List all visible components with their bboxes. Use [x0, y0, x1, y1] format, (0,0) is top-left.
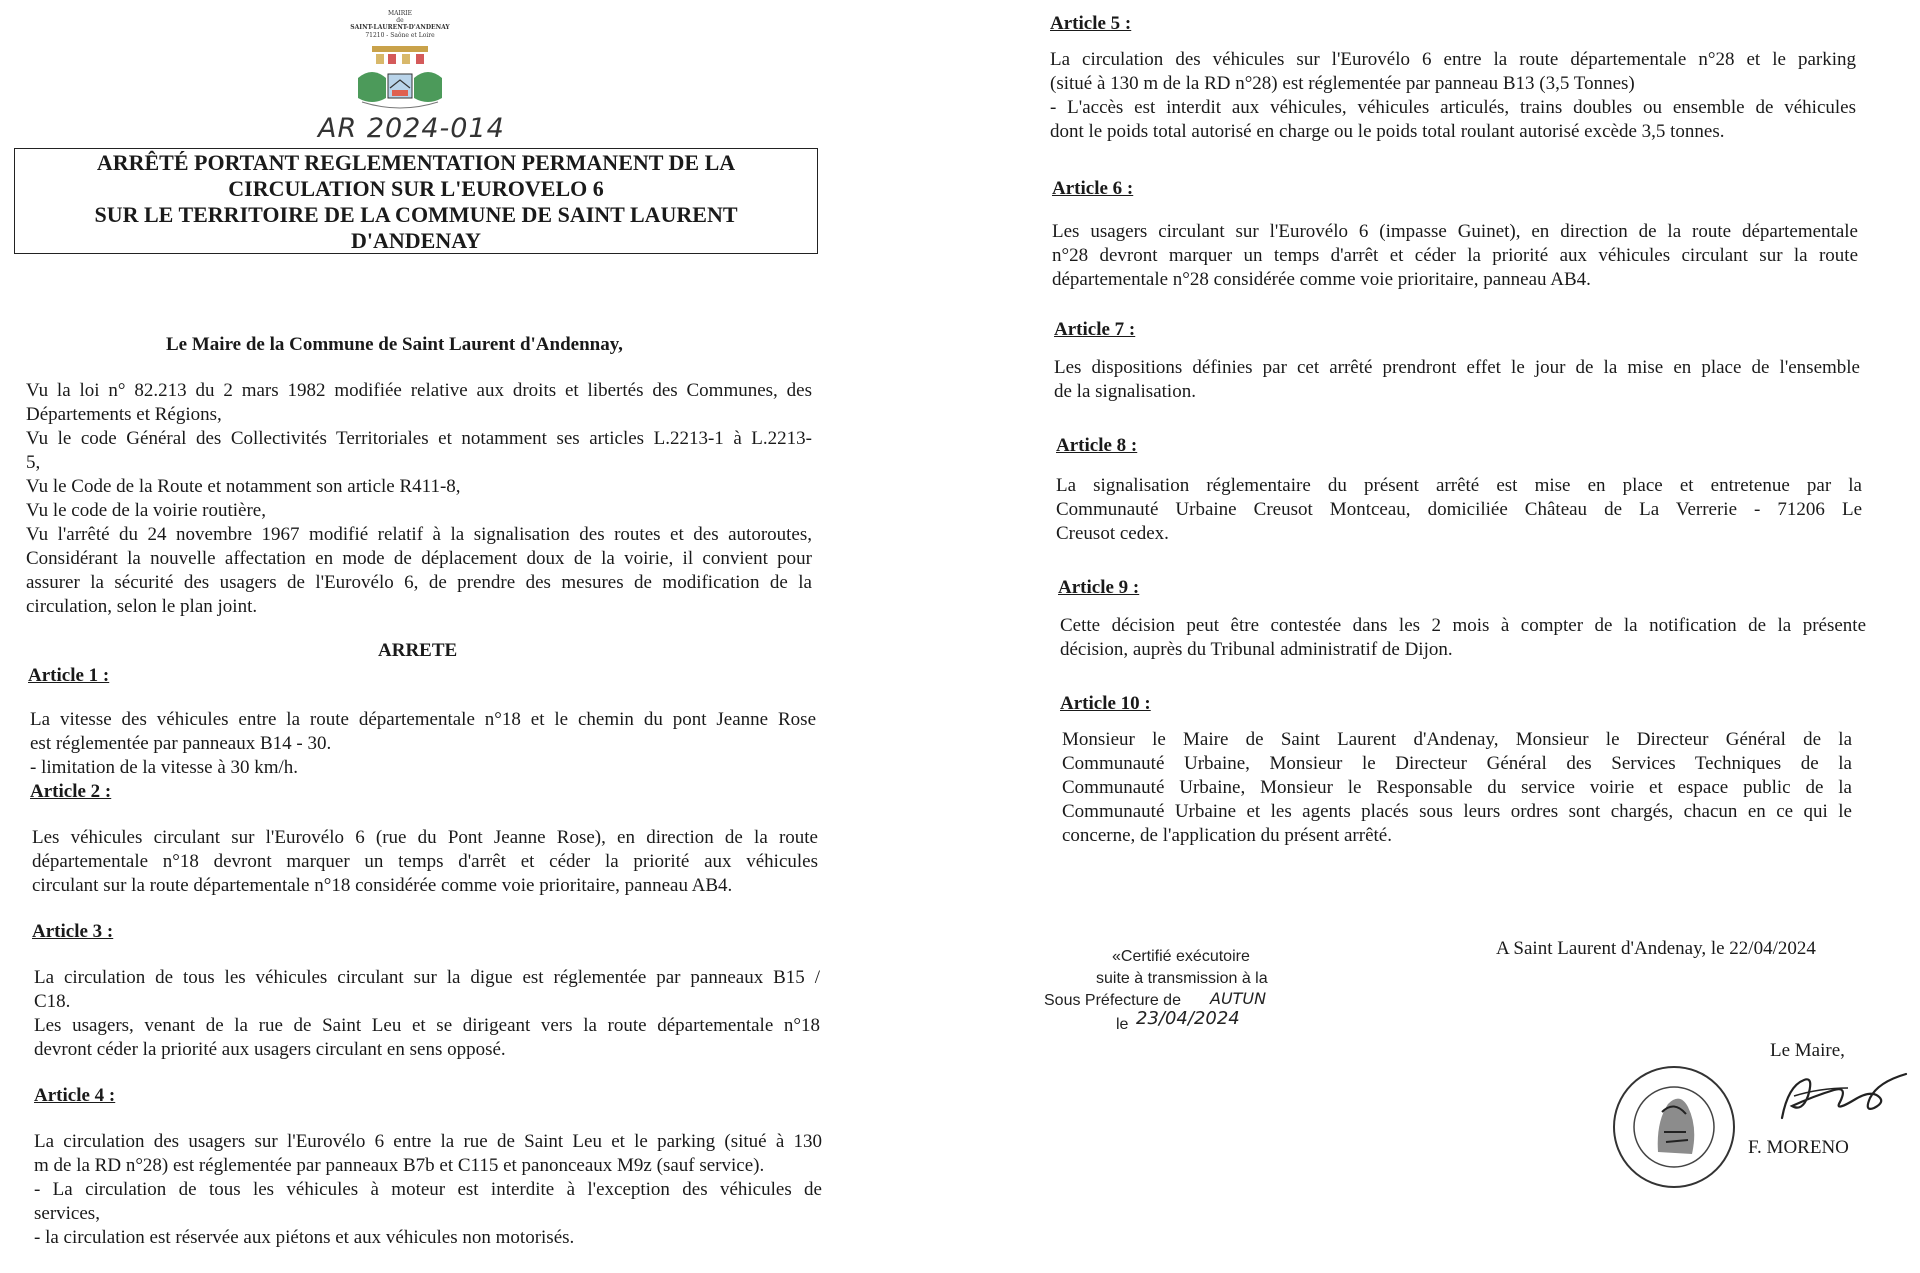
arrete-heading: ARRETE: [378, 640, 458, 661]
article-3-title: Article 3 :: [32, 921, 114, 942]
article-1-line-1: La vitesse des véhicules entre la route départementale n°18 et le chemin du pont Jeanne Rose: [30, 709, 816, 730]
mairie-label-de: de: [396, 17, 404, 24]
article-3-line-4: devront céder la priorité aux usagers circulant en sens opposé.: [34, 1039, 506, 1060]
cert-subprefecture-handwritten: AUTUN: [1210, 989, 1267, 1008]
cert-line-2: suite à transmission à la: [1096, 970, 1268, 987]
vu-cgct-line-1: Vu le code Général des Collectivités Territoriales et notamment ses articles L.2213-1 à L.2213-: [26, 428, 812, 449]
article-8-title: Article 8 :: [1056, 435, 1138, 456]
vu-arrete-1967: Vu l'arrêté du 24 novembre 1967 modifié relatif à la signalisation des routes et des autoroutes,: [26, 524, 812, 545]
article-4-title: Article 4 :: [34, 1085, 116, 1106]
mairie-address: 71210 - Saône et Loire: [365, 32, 435, 39]
article-2-line-1: Les véhicules circulant sur l'Eurovélo 6 (rue du Pont Jeanne Rose), en direction de la route: [32, 827, 818, 848]
title-line-2: CIRCULATION SUR L'EUROVELO 6: [228, 176, 604, 201]
place-and-date: A Saint Laurent d'Andenay, le 22/04/2024: [1496, 938, 1816, 959]
cert-line-4: le: [1116, 1016, 1129, 1033]
mayor-name: F. MORENO: [1748, 1137, 1849, 1158]
article-4-line-3: - La circulation de tous les véhicules à moteur est interdite à l'exception des véhicules de: [34, 1179, 822, 1200]
article-9-line-2: décision, auprès du Tribunal administratif de Dijon.: [1060, 639, 1453, 660]
title-box: [14, 148, 818, 254]
article-8-line-1: La signalisation réglementaire du présent arrêté est mise en place et entretenue par la: [1056, 475, 1862, 496]
article-2-line-2: départementale n°18 devront marquer un temps d'arrêt et céder la priorité aux véhicules: [32, 851, 818, 872]
cert-line-3: Sous Préfecture de: [1044, 992, 1181, 1009]
article-5-line-4: dont le poids total autorisé en charge ou le poids total roulant autorisé excède 3,5 tonnes.: [1050, 121, 1725, 142]
article-2-title: Article 2 :: [30, 781, 112, 802]
article-10-line-1: Monsieur le Maire de Saint Laurent d'Andenay, Monsieur le Directeur Général de la: [1062, 729, 1852, 750]
title-line-4: D'ANDENAY: [351, 228, 481, 253]
mairie-seal-icon: [1608, 1062, 1740, 1192]
ar-number: AR 2024-014: [318, 113, 505, 144]
article-5-line-1: La circulation des véhicules sur l'Eurovélo 6 entre la route départementale n°28 et le parking: [1050, 49, 1856, 70]
article-10-line-3: Communauté Urbaine, Monsieur le Responsable du service voirie et espace public de la: [1062, 777, 1852, 798]
article-10-line-2: Communauté Urbaine, Monsieur le Directeur Général des Services Techniques de la: [1062, 753, 1852, 774]
article-7-line-2: de la signalisation.: [1054, 381, 1196, 402]
commune-coat-of-arms-icon: [352, 44, 448, 110]
title-line-1: ARRÊTÉ PORTANT REGLEMENTATION PERMANENT DE LA: [96, 150, 736, 175]
considerant-line-3: circulation, selon le plan joint.: [26, 596, 258, 617]
cert-date-handwritten: 23/04/2024: [1136, 1008, 1240, 1029]
considerant-line-1: Considérant la nouvelle affectation en mode de déplacement doux de la voirie, il convient pour: [26, 548, 812, 569]
vu-code-route: Vu le Code de la Route et notamment son article R411-8,: [26, 476, 461, 497]
article-1-title: Article 1 :: [28, 665, 110, 686]
article-4-line-5: - la circulation est réservée aux piétons et aux véhicules non motorisés.: [34, 1227, 575, 1248]
article-7-line-1: Les dispositions définies par cet arrêté prendront effet le jour de la mise en place de l'ensemble: [1054, 357, 1860, 378]
article-8-line-2: Communauté Urbaine Creusot Montceau, domiciliée Château de La Verrerie - 71206 Le: [1056, 499, 1862, 520]
article-1-line-3: - limitation de la vitesse à 30 km/h.: [30, 757, 299, 778]
article-3-line-2: C18.: [34, 991, 71, 1012]
le-maire-label: Le Maire,: [1770, 1040, 1845, 1061]
article-5-title: Article 5 :: [1050, 13, 1132, 34]
maire-heading: Le Maire de la Commune de Saint Laurent d'Andennay,: [166, 334, 623, 355]
article-10-line-5: concerne, de l'application du présent arrêté.: [1062, 825, 1392, 846]
article-10-line-4: Communauté Urbaine et les agents placés sous leurs ordres sont chargés, chacun en ce qui le: [1062, 801, 1852, 822]
cert-line-1: «Certifié exécutoire: [1112, 948, 1250, 965]
vu-loi-line-2: Départements et Régions,: [26, 404, 222, 425]
article-8-line-3: Creusot cedex.: [1056, 523, 1169, 544]
article-4-line-1: La circulation des usagers sur l'Eurovélo 6 entre la rue de Saint Leu et le parking (situé à 130: [34, 1131, 822, 1152]
article-3-line-1: La circulation de tous les véhicules circulant sur la digue est réglementée par panneaux B15 /: [34, 967, 820, 988]
article-5-line-3: - L'accès est interdit aux véhicules, véhicules articulés, trains doubles ou ensemble de véhicules: [1050, 97, 1856, 118]
title-line-3: SUR LE TERRITOIRE DE LA COMMUNE DE SAINT LAURENT: [94, 202, 738, 227]
article-3-line-3: Les usagers, venant de la rue de Saint Leu et se dirigeant vers la route départementale n°18: [34, 1015, 820, 1036]
article-5-line-2: (situé à 130 m de la RD n°28) est réglementée par panneau B13 (3,5 Tonnes): [1050, 73, 1635, 94]
article-9-title: Article 9 :: [1058, 577, 1140, 598]
article-2-line-3: circulant sur la route départementale n°18 considérée comme voie prioritaire, panneau AB4.: [32, 875, 733, 896]
article-10-title: Article 10 :: [1060, 693, 1151, 714]
article-6-line-3: départementale n°28 considérée comme voie prioritaire, panneau AB4.: [1052, 269, 1591, 290]
mairie-commune-name: SAINT-LAURENT-D'ANDENAY: [350, 24, 450, 31]
vu-loi-line-1: Vu la loi n° 82.213 du 2 mars 1982 modifiée relative aux droits et libertés des Communes, des: [26, 380, 812, 401]
mairie-label: MAIRIE: [387, 10, 413, 17]
vu-cgct-line-2: 5,: [26, 452, 41, 473]
article-6-line-1: Les usagers circulant sur l'Eurovélo 6 (impasse Guinet), en direction de la route départementale: [1052, 221, 1858, 242]
article-9-line-1: Cette décision peut être contestée dans les 2 mois à compter de la notification de la présente: [1060, 615, 1866, 636]
article-1-line-2: est réglementée par panneaux B14 - 30.: [30, 733, 332, 754]
article-6-line-2: n°28 devront marquer un temps d'arrêt et céder la priorité aux véhicules circulant sur la route: [1052, 245, 1858, 266]
vu-code-voirie: Vu le code de la voirie routière,: [26, 500, 266, 521]
article-4-line-4: services,: [34, 1203, 100, 1224]
article-7-title: Article 7 :: [1054, 319, 1136, 340]
article-4-line-2: m de la RD n°28) est réglementée par panneaux B7b et C115 et panonceaux M9z (sauf service).: [34, 1155, 765, 1176]
considerant-line-2: assurer la sécurité des usagers de l'Eurovélo 6, de prendre des mesures de modification de la: [26, 572, 812, 593]
article-6-title: Article 6 :: [1052, 178, 1134, 199]
signature-icon: [1774, 1066, 1914, 1130]
